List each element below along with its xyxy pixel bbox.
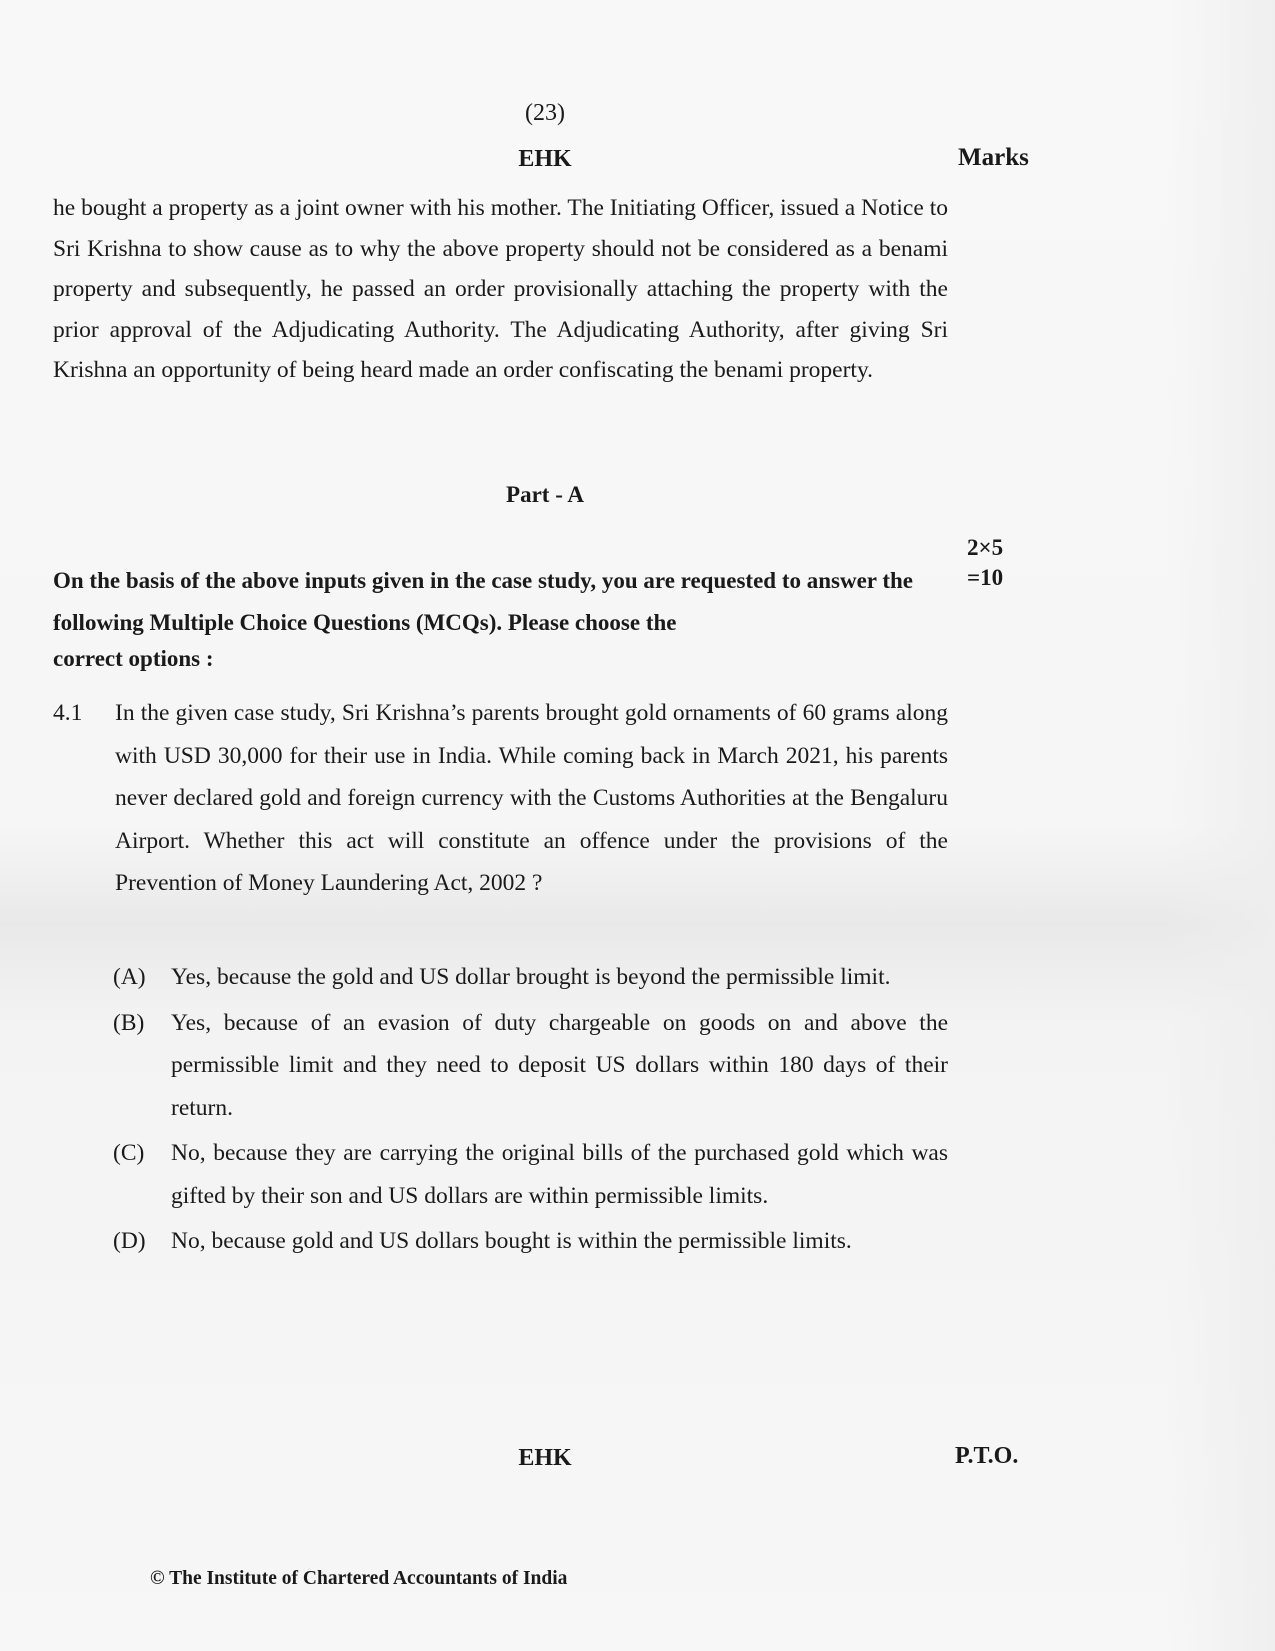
mcq-instructions-text: On the basis of the above inputs given in the case study, you are requested to answer the following Multiple Choice Questions (MCQs). Please choose the [53, 568, 914, 635]
option-b [113, 1002, 948, 1130]
option-a [113, 956, 948, 999]
case-study-paragraph [53, 188, 948, 391]
option-c [113, 1132, 948, 1217]
option-c-letter: (C) [113, 1140, 145, 1166]
please-turn-over: P.T.O. [955, 1443, 1019, 1469]
copyright-notice: © The Institute of Chartered Accountants of India [150, 1568, 568, 1589]
mcq-instructions-last-line: correct options : [53, 646, 214, 671]
option-a-text: Yes, because the gold and US dollar brought is beyond the permissible limit. [171, 964, 891, 990]
option-d-text: No, because gold and US dollars bought is within the permissible limits. [171, 1228, 852, 1254]
case-study-text: he bought a property as a joint owner with his mother. The Initiating Officer, issued a Notice to Sri Krishna to show cause as to why the above property should not be considered as a benami property and subsequently, he passed an order provisionally attaching the property with the prior approval of the Adjudicating Authority. The Adjudicating Authority, after giving Sri Krishna an opportunity of being heard made an order confiscating the benami property. [53, 195, 948, 383]
page-number: (23) [525, 100, 565, 126]
paper-code-top: EHK [518, 146, 572, 172]
question-text: In the given case study, Sri Krishna’s parents brought gold ornaments of 60 grams along with USD 30,000 for their use in India. While coming back in March 2021, his parents never declared gold and foreign currency with the Customs Authorities at the Bengaluru Airport. Whether this act will constitute an offence under the provisions of the Prevention of Money Laundering Act, 2002 ? [115, 700, 948, 896]
part-heading: Part - A [506, 482, 584, 507]
option-a-letter: (A) [113, 964, 146, 990]
option-d-letter: (D) [113, 1228, 146, 1254]
marks-allocation-line1: 2×5 [967, 535, 1004, 560]
option-d [113, 1220, 948, 1263]
marks-allocation-line2: =10 [967, 565, 1004, 590]
question-number: 4.1 [53, 700, 83, 726]
option-b-letter: (B) [113, 1009, 145, 1036]
mcq-instructions [53, 560, 948, 674]
option-b-text: Yes, because of an evasion of duty chargeable on goods on and above the permissible limit and they need to deposit US dollars within 180 days of their return. [171, 1009, 948, 1121]
answer-options [113, 956, 948, 1266]
page-edge-shadow [1165, 0, 1275, 1651]
marks-allocation [967, 533, 1003, 593]
option-c-text: No, because they are carrying the original bills of the purchased gold which was gifted by their son and US dollars are within permissible limits. [171, 1140, 948, 1209]
marks-column-heading: Marks [958, 144, 1029, 171]
paper-code-bottom: EHK [518, 1445, 572, 1471]
question-4-1 [53, 692, 948, 905]
